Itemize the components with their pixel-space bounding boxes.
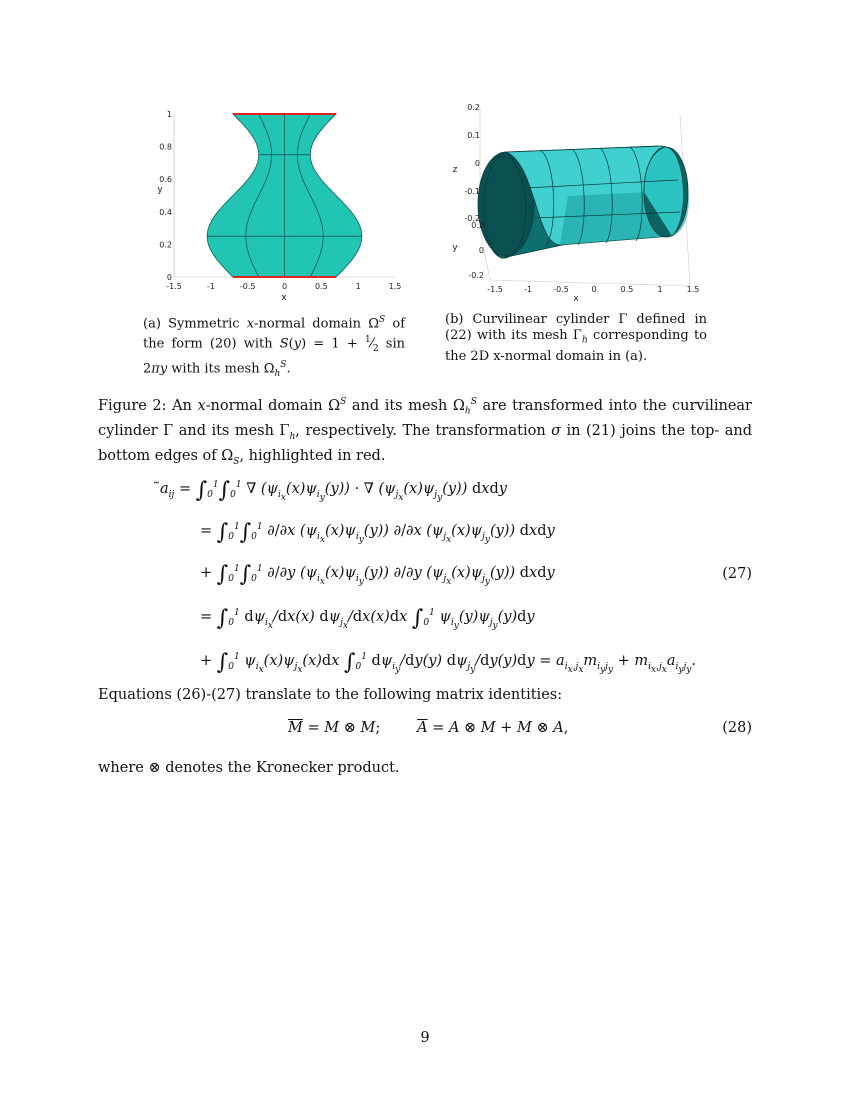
x-tick-label: 0: [281, 282, 288, 291]
y-tick-label: 0.4: [159, 207, 172, 217]
x-tick-label: 0: [591, 285, 597, 294]
subcaption-b: (b) Curvilinear cylinder Γ defined in (22) with its mesh $\Gamma_h$ corresponding to the 2D x-normal domain in (a).: [445, 312, 707, 364]
z-axis-label: z: [452, 165, 458, 175]
y-axis-label: y: [157, 185, 163, 195]
x-tick-label: -1: [206, 282, 215, 291]
x-tick-label: 1.5: [686, 285, 700, 294]
y-tick-label: 0.8: [159, 142, 172, 152]
figure-caption: Figure 2: An x-normal domain $\Omega^S$ and its mesh $\Omega_h^S$ are transformed into the curvilinear cylinder Γ and its mesh $\Gamma_h$, respectively. The transformation σ in (21) joins the top- and bottom edges of $\Omega_S$, highlighted in red.: [98, 397, 752, 467]
z-tick-label: 0.1: [467, 131, 480, 140]
subcaption-a: (a) Symmetric x-normal domain $\Omega^S$ of the form (20) with $S(y) = 1 + ^1⁄_2$ sin 2πy with its mesh $\Omega_h^S$.: [143, 315, 406, 380]
y-tick-label: -0.2: [468, 271, 484, 280]
x-tick-label: -0.5: [239, 282, 256, 291]
page-number: 9: [420, 1030, 430, 1046]
figure-b-plot: [440, 100, 710, 305]
z-tick-label: -0.2: [464, 214, 480, 223]
text-between-equations: Equations (26)-(27) translate to the following matrix identities:: [98, 687, 563, 703]
x-tick-label: 1: [657, 285, 663, 294]
y-tick-label: 0: [478, 246, 484, 255]
x-axis-label: x: [573, 294, 579, 304]
z-tick-label: 0: [474, 159, 480, 168]
text-after-equations: where ⊗ denotes the Kronecker product.: [98, 760, 400, 776]
x-tick-label: 1: [355, 282, 361, 291]
x-tick-label: -0.5: [553, 285, 569, 294]
equation-28: $\overline{M} = M$ ⊗ M; $\overline{A} = A$ ⊗ M + M ⊗ A, (28): [288, 720, 752, 736]
domain-mesh: [174, 114, 395, 277]
eq27-number: (27): [722, 566, 752, 582]
equation-27: $a_{ij} = \int_0^1\int_0^1$ ∇ $(\psi_{i_x}(x)\psi_{i_y}(y))$ · ∇ $(\psi_{j_x}(x)\psi_{j_y}(y))$ dxdy = $\int_0^1\int_0^1$ ∂/∂x $(\psi_{i_x}(x)\psi_{i_y}(y))$ ∂/∂x $(\psi_{j_x}(x)\psi_{j_y}(y))$ dxdy + $\int_0^1\int_0^1$ ∂/∂y $(\psi_{i_x}(x)\psi_{i_y}(y))$ ∂/∂y $(\psi_{j_x}(x)\psi_{j_y}(y))$ dxdy (27) = $\int_0^1$ $d\psi_{i_x}/dx(x)$ $d\psi_{j_x}/dx(x)dx$ $\int_0^1$ $\psi_{i_y}(y)\psi_{j_y}(y)dy$ + $\int_0^1$ $\psi_{i_x}(x)\psi_{j_x}(x)dx$ $\int_0^1$ $d\psi_{i_y}/dy(y) d\psi_{j_y}/dy(y)dy = a_{i_x,j_x}m_{i_yj_y} + m_{i_x,j_x}a_{i_yj_y}$.: [160, 478, 752, 675]
y-tick-label: 0.2: [159, 240, 172, 250]
z-tick-label: -0.1: [464, 187, 480, 196]
y-tick-label: 1: [166, 110, 172, 119]
x-tick-label: 0.5: [620, 285, 634, 294]
y-tick-label: 0.2: [471, 221, 484, 230]
x-tick-label: -1: [524, 285, 532, 294]
x-tick-label: -1.5: [487, 285, 503, 294]
y-tick-label: 0.6: [159, 175, 172, 185]
z-tick-label: 0.2: [467, 103, 480, 112]
figure-a-plot: [150, 100, 410, 305]
x-tick-label: 1.5: [388, 282, 402, 291]
x-axis-label: x: [281, 293, 287, 303]
eq28-number: (28): [722, 720, 752, 736]
x-tick-label: 0.5: [314, 282, 328, 291]
x-tick-label: -1.5: [166, 282, 182, 291]
y-tick-label: 0: [166, 273, 172, 282]
y-axis-label: y: [452, 243, 458, 253]
